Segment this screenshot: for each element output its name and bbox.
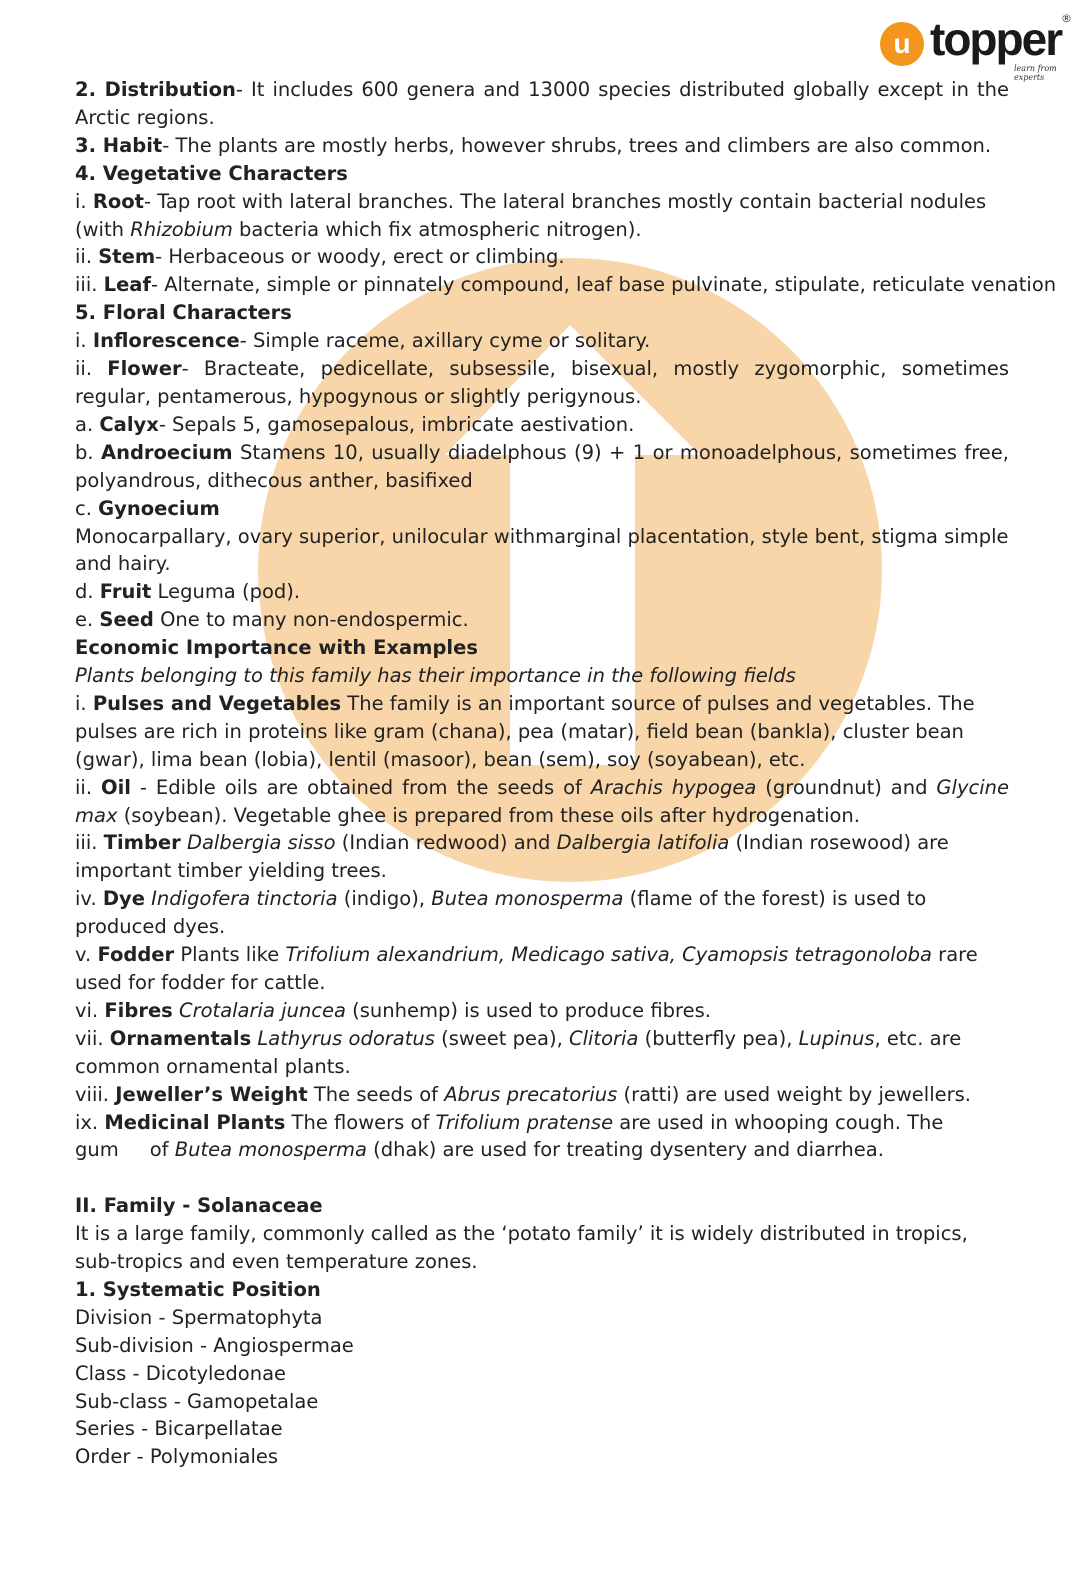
registered-mark: ® [1061,12,1072,25]
systematic-item: Series - Bicarpellatae [75,1417,283,1441]
habit-label: 3. Habit [75,133,163,157]
economic-heading: Economic Importance with Examples [75,636,478,660]
jeweller-paragraph: viii. Jeweller’s Weight The seeds of Abrus precatorius (ratti) are used weight by jewellers. [75,1082,972,1106]
systematic-item: Class - Dicotyledonae [75,1361,287,1385]
flower-paragraph: ii. Flower- Bracteate, pedicellate, subsessile, bisexual, mostly zygomorphic, sometimes regular, pentamerous, hypogynous or slightly perigynous. [75,357,1009,408]
calyx-label: Calyx [99,412,159,436]
scientific-name: Rhizobium [130,217,233,241]
systematic-item: Sub-class - Gamopetalae [75,1389,319,1413]
logo-wordmark: topper [930,13,1062,65]
ornamentals-paragraph: vii. Ornamentals Lathyrus odoratus (sweet pea), Clitoria (butterfly pea), Lupinus, etc. are common ornamental plants. [75,1026,962,1078]
root-paragraph: i. Root- Tap root with lateral branches. The lateral branches mostly contain bacterial nodules (with Rhizobium bacteria which fix atmospheric nitrogen). [75,189,987,241]
gynoecium-paragraph: Monocarpallary, ovary superior, unilocular withmarginal placentation, style bent, stigma simple and hairy. [75,524,1009,576]
pulses-paragraph: i. Pulses and Vegetables The family is an important source of pulses and vegetables. The pulses are rich in proteins like gram (chana), pea (matar), field bean (bankla), cluster bean (gwar), lima bean (lobia), lentil (masoor), bean (sem), soy (soyabean), etc. [75,691,975,771]
family-intro: It is a large family, commonly called as the ‘potato family’ it is widely distributed in tropics, sub-tropics and even temperature zones. [75,1222,968,1274]
logo-tagline: learn from experts [1014,64,1057,82]
fodder-paragraph: v. Fodder Plants like Trifolium alexandrium, Medicago sativa, Cyamopsis tetragonoloba rare used for fodder for cattle. [75,943,978,994]
dye-paragraph: iv. Dye Indigofera tinctoria (indigo), Butea monosperma (flame of the forest) is used to produced dyes. [75,887,927,939]
habit-text: - The plants are mostly herbs, however shrubs, trees and climbers are also common. [162,133,992,157]
jeweller-label: Jeweller’s Weight [115,1082,308,1106]
vegetative-heading: 4. Vegetative Characters [75,161,348,185]
family-heading: II. Family - Solanaceae [75,1194,323,1218]
floral-heading: 5. Floral Characters [75,301,292,325]
fibres-paragraph: vi. Fibres Crotalaria juncea (sunhemp) is used to produce fibres. [75,998,711,1022]
fruit-label: Fruit [99,580,152,604]
gynoecium-label: Gynoecium [98,496,220,520]
medicinal-paragraph: ix. Medicinal Plants The flowers of Trifolium pratense are used in whooping cough. The gum of Butea monosperma (dhak) are used for treating dysentery and diarrhea. [75,1110,975,1162]
fruit-paragraph: d. Fruit Leguma (pod). [75,580,301,604]
systematic-item: Division - Spermatophyta [75,1305,323,1329]
androecium-label: Androecium [100,440,233,464]
calyx-paragraph: a. Calyx- Sepals 5, gamosepalous, imbricate aestivation. [75,412,635,436]
dye-label: Dye [102,887,145,911]
androecium-paragraph: b. Androecium Stamens 10, usually diadelphous (9) + 1 or monoadelphous, sometimes free, polyandrous, dithecous anther, basifixed [75,440,1009,492]
document-body [75,76,1057,1471]
seed-paragraph: e. Seed One to many non-endospermic. [75,608,469,632]
habit-paragraph [75,132,1009,160]
timber-label: Timber [103,831,181,855]
logo-mark-icon: u [880,22,924,66]
medicinal-label: Medicinal Plants [104,1110,286,1134]
spacer [75,1164,1009,1192]
root-label: Root [92,189,144,213]
oil-paragraph: ii. Oil - Edible oils are obtained from the seeds of Arachis hypogea (groundnut) and Glycine max (soybean). Vegetable ghee is prepared from these oils after hydrogenation. [75,775,1009,827]
stem-paragraph: ii. Stem- Herbaceous or woody, erect or climbing. [75,245,565,269]
seed-label: Seed [99,608,154,632]
ornamentals-label: Ornamentals [109,1026,252,1050]
distribution-text: - It includes 600 genera and 13000 species distributed globally except in the Arctic regions. [75,78,1010,129]
economic-intro: Plants belonging to this family has their importance in the following fields [75,664,796,688]
flower-label: Flower [107,357,182,381]
distribution-paragraph [75,76,1009,132]
leaf-paragraph: iii. Leaf- Alternate, simple or pinnately compound, leaf base pulvinate, stipulate, reticulate venation [75,273,1057,297]
distribution-label: 2. Distribution [75,78,236,101]
leaf-label: Leaf [103,273,151,297]
stem-label: Stem [98,245,156,269]
timber-paragraph: iii. Timber Dalbergia sisso (Indian redwood) and Dalbergia latifolia (Indian rosewood) are important timber yielding trees. [75,831,949,883]
gynoecium-heading: c. Gynoecium [75,496,220,520]
inflorescence-label: Inflorescence [92,329,240,353]
systematic-item: Sub-division - Angiospermae [75,1333,354,1357]
topper-logo[interactable] [876,12,1076,82]
systematic-item: Order - Polymoniales [75,1445,279,1469]
fodder-label: Fodder [97,943,175,967]
pulses-label: Pulses and Vegetables [92,691,342,715]
oil-label: Oil [101,775,131,799]
inflorescence-paragraph: i. Inflorescence- Simple raceme, axillary cyme or solitary. [75,329,651,353]
fibres-label: Fibres [104,998,173,1022]
systematic-heading: 1. Systematic Position [75,1277,321,1301]
